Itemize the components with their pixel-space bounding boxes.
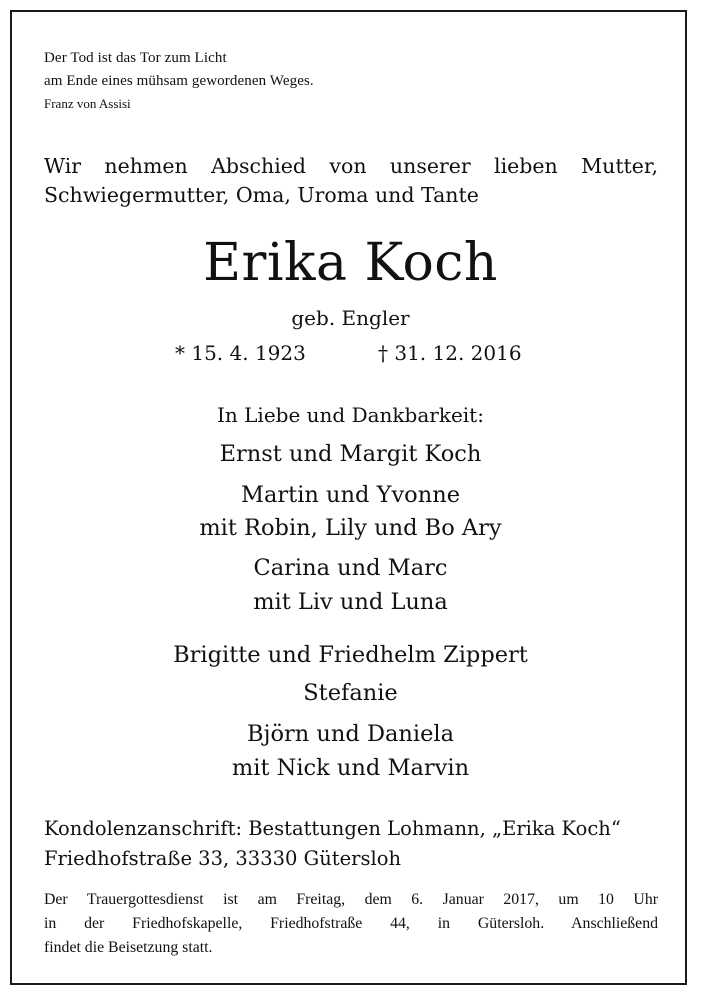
mourner-line: mit Liv und Luna [253,589,448,615]
mourner-line: Ernst und Margit Koch [219,441,482,467]
mourner-line: Martin und Yvonne [240,482,461,508]
intro-line-2: Schwiegermutter, Oma, Uroma und Tante [44,183,479,207]
intro-line-1: Wir nehmen Abschied von unserer lieben Mutter, [44,154,658,178]
deceased-name: Erika Koch [203,233,498,293]
quote-line-2: am Ende eines mühsam gewordenen Weges. [44,73,314,89]
mourner-line: Björn und Daniela [246,721,455,747]
mourner-line: Brigitte und Friedhelm Zippert [173,642,528,668]
maiden-name: geb. Engler [291,306,410,330]
condolence-address-line-2: Friedhofstraße 33, 33330 Gütersloh [44,847,401,870]
service-line-2: in der Friedhofskapelle, Friedhofstraße 44, in Gütersloh. Anschließend [44,915,658,932]
mourner-line: Carina und Marc [253,555,448,581]
service-line-1: Der Trauergottesdienst ist am Freitag, dem 6. Januar 2017, um 10 Uhr [44,891,658,908]
service-line-3: findet die Beisetzung statt. [44,939,213,956]
mourner-line: mit Nick und Marvin [231,755,470,781]
mourners-heading: In Liebe und Dankbarkeit: [217,403,484,427]
death-date: † 31. 12. 2016 [378,341,522,365]
quote-author: Franz von Assisi [44,96,131,111]
birth-date: * 15. 4. 1923 [175,341,306,365]
mourner-line: Stefanie [303,680,398,706]
service-info [44,888,658,960]
mourner-line: mit Robin, Lily und Bo Ary [199,515,502,541]
quote-line-1: Der Tod ist das Tor zum Licht [44,50,227,66]
condolence-address-line-1: Kondolenzanschrift: Bestattungen Lohmann, „Erika Koch“ [44,817,621,840]
